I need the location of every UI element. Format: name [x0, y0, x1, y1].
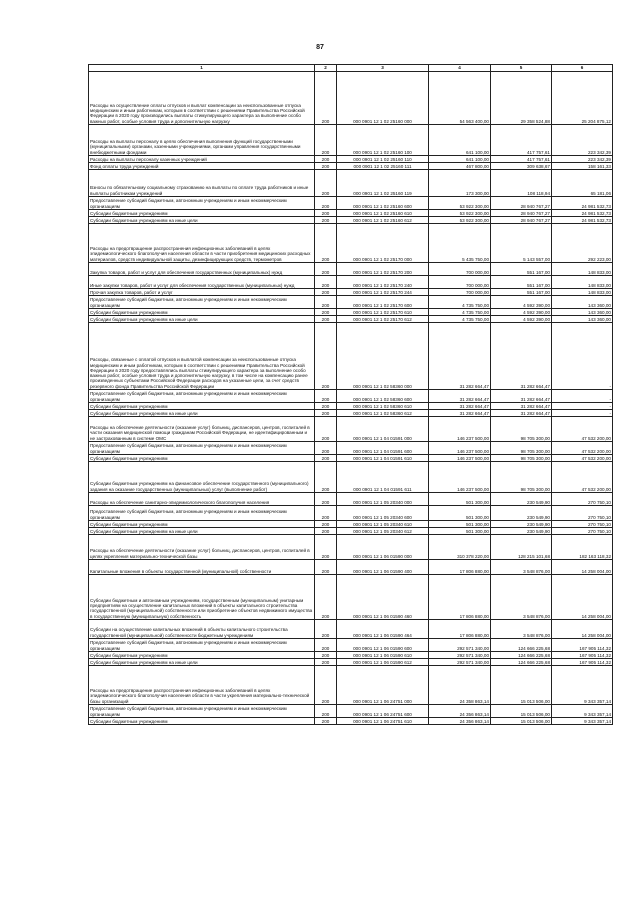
row-line-code: 200: [315, 455, 337, 462]
row-description: Расходы на осуществление оплаты отпусков и выплат компенсации за неиспользованные отпуска медицинским и иным работникам, которым в соответствии с решениями Правительства Российской Федерации в 2020 году производились выплаты стимулирующего характера за выполнение особо важных работ, особые условия труда и дополнительную нагрузку: [89, 72, 315, 125]
row-description: Закупка товаров, работ и услуг для обеспечения государственных (муниципальных) нужд: [89, 263, 315, 276]
row-budget-code: 000 0901 12 1 02 25160 000: [337, 72, 429, 125]
row-executed-amount: 28 940 767,27: [491, 197, 552, 210]
row-budget-code: 000 0901 12 1 04 01591 610: [337, 455, 429, 462]
row-budget-code: 000 0901 12 1 06 01590 400: [337, 560, 429, 575]
row-unexecuted-amount: -: [552, 390, 613, 403]
row-unexecuted-amount: 270 750,10: [552, 528, 613, 535]
table-row: [89, 652, 613, 659]
row-approved-amount: 310 378 220,00: [429, 535, 491, 560]
row-description: Субсидии бюджетным учреждениям: [89, 521, 315, 528]
row-executed-amount: 4 592 390,00: [491, 309, 552, 316]
row-budget-code: 000 0901 12 1 06 01590 610: [337, 652, 429, 659]
row-line-code: 200: [315, 197, 337, 210]
row-description: Расходы, связанные с оплатой отпусков и выплатой компенсации за неиспользованные отпуска медицинским и иным работникам, которым в соответствии с решениями Правительства Российской Федерации в 2020 году предоставлялись выплаты стимулирующего характера за выполнение особо важных работ, особые условия труда и дополнительную нагрузку, в том числе на компенсацию ранее произведенных субъектами Российской Федерации расходов на указанные цели, за счет средств резервного фонда Правительства Российской Федерации: [89, 323, 315, 390]
row-approved-amount: 17 806 880,00: [429, 620, 491, 639]
row-line-code: 200: [315, 210, 337, 217]
row-approved-amount: 501 300,00: [429, 528, 491, 535]
row-executed-amount: 230 549,90: [491, 521, 552, 528]
row-budget-code: 000 0901 12 1 04 01591 611: [337, 462, 429, 493]
row-description: Субсидии бюджетным учреждениям: [89, 652, 315, 659]
table-row: [89, 296, 613, 309]
row-description: Предоставление субсидий бюджетным, автономным учреждениям и иным некоммерческим организациям: [89, 506, 315, 521]
table-row: [89, 197, 613, 210]
row-approved-amount: 501 300,00: [429, 506, 491, 521]
row-line-code: 200: [315, 170, 337, 197]
row-description: Субсидии бюджетным учреждениям: [89, 309, 315, 316]
column-header: 4: [429, 65, 491, 72]
table-row: [89, 620, 613, 639]
row-approved-amount: 31 282 664,47: [429, 390, 491, 403]
budget-execution-table: [88, 64, 613, 725]
row-executed-amount: 230 549,90: [491, 506, 552, 521]
table-row: [89, 210, 613, 217]
row-budget-code: 000 0901 12 1 02 58360 610: [337, 403, 429, 410]
table-row: [89, 639, 613, 652]
row-approved-amount: 53 922 300,00: [429, 217, 491, 224]
row-unexecuted-amount: 9 343 357,14: [552, 705, 613, 718]
row-budget-code: 000 0901 12 1 04 01591 600: [337, 442, 429, 455]
row-line-code: 200: [315, 263, 337, 276]
row-description: Взносы по обязательному социальному страхованию на выплаты по оплате труда работников и иные выплаты работникам учреждений: [89, 170, 315, 197]
row-budget-code: 000 0901 12 1 05 20340 612: [337, 528, 429, 535]
row-budget-code: 000 0901 12 1 06 01590 600: [337, 639, 429, 652]
row-line-code: 200: [315, 493, 337, 506]
page-number: 87: [316, 44, 324, 51]
row-budget-code: 000 0901 12 1 02 25160 111: [337, 163, 429, 170]
row-budget-code: 000 0901 12 1 02 58360 600: [337, 390, 429, 403]
row-unexecuted-amount: 9 343 357,14: [552, 718, 613, 725]
table-row: [89, 163, 613, 170]
row-approved-amount: 146 237 500,00: [429, 462, 491, 493]
row-executed-amount: 3 548 876,00: [491, 560, 552, 575]
row-line-code: 200: [315, 410, 337, 417]
row-executed-amount: 551 167,00: [491, 276, 552, 289]
row-budget-code: 000 0901 12 1 02 25160 110: [337, 156, 429, 163]
row-line-code: 200: [315, 296, 337, 309]
table-row: [89, 289, 613, 296]
row-description: Расходы на обеспечение деятельности (оказание услуг) больниц, диспансеров, центров, госпиталей в целях укрепления материально-технической базы: [89, 535, 315, 560]
table-row: [89, 528, 613, 535]
row-unexecuted-amount: 143 360,00: [552, 316, 613, 323]
row-approved-amount: 146 237 500,00: [429, 442, 491, 455]
row-executed-amount: 98 705 300,00: [491, 417, 552, 442]
row-unexecuted-amount: -: [552, 403, 613, 410]
row-budget-code: 000 0901 12 1 02 25170 200: [337, 263, 429, 276]
row-approved-amount: 31 282 664,47: [429, 410, 491, 417]
row-executed-amount: 31 282 664,47: [491, 390, 552, 403]
row-approved-amount: 292 571 340,00: [429, 659, 491, 666]
row-unexecuted-amount: 167 905 114,32: [552, 639, 613, 652]
row-line-code: 200: [315, 528, 337, 535]
table-row: [89, 170, 613, 197]
row-executed-amount: 417 757,61: [491, 125, 552, 156]
row-executed-amount: 230 549,90: [491, 493, 552, 506]
row-executed-amount: 108 118,94: [491, 170, 552, 197]
row-executed-amount: 98 705 300,00: [491, 462, 552, 493]
row-line-code: 200: [315, 417, 337, 442]
row-budget-code: 000 0901 12 1 06 01590 460: [337, 575, 429, 620]
row-description: Расходы на предотвращение распространения инфекционных заболеваний в целях эпидемиологического благополучия населения области в части приобретения медицинских расходных материалов, средств индивидуальной защиты, дезинфицирующих средств, термометров: [89, 224, 315, 263]
row-unexecuted-amount: 47 532 200,00: [552, 462, 613, 493]
table-row: [89, 316, 613, 323]
row-line-code: 200: [315, 323, 337, 390]
row-executed-amount: 551 167,00: [491, 263, 552, 276]
row-description: Расходы на выплаты персоналу казенных учреждений: [89, 156, 315, 163]
table-row: [89, 718, 613, 725]
row-budget-code: 000 0901 12 1 05 20340 600: [337, 506, 429, 521]
table-row: [89, 390, 613, 403]
row-line-code: 200: [315, 72, 337, 125]
row-budget-code: 000 0901 12 1 05 20340 610: [337, 521, 429, 528]
row-executed-amount: 29 358 524,88: [491, 72, 552, 125]
row-executed-amount: 15 013 506,00: [491, 705, 552, 718]
table-row: [89, 224, 613, 263]
row-executed-amount: 98 705 300,00: [491, 455, 552, 462]
row-description: Предоставление субсидий бюджетным, автономным учреждениям и иным некоммерческим организациям: [89, 705, 315, 718]
row-line-code: 200: [315, 705, 337, 718]
row-line-code: 200: [315, 217, 337, 224]
row-unexecuted-amount: 14 258 004,00: [552, 575, 613, 620]
table-row: [89, 403, 613, 410]
row-executed-amount: 31 282 664,47: [491, 403, 552, 410]
row-budget-code: 000 0901 12 1 05 20340 000: [337, 493, 429, 506]
row-line-code: 200: [315, 639, 337, 652]
row-line-code: 200: [315, 718, 337, 725]
table-body: [89, 72, 613, 725]
table-row: [89, 659, 613, 666]
row-unexecuted-amount: 14 258 004,00: [552, 560, 613, 575]
row-description: Субсидии бюджетным учреждениям на иные цели: [89, 316, 315, 323]
table-row: [89, 506, 613, 521]
row-line-code: 200: [315, 659, 337, 666]
row-unexecuted-amount: 270 750,10: [552, 506, 613, 521]
column-header: 2: [315, 65, 337, 72]
row-executed-amount: 28 940 767,27: [491, 217, 552, 224]
row-approved-amount: 467 800,00: [429, 163, 491, 170]
row-line-code: 200: [315, 620, 337, 639]
row-approved-amount: 146 237 500,00: [429, 455, 491, 462]
row-description: Расходы на выплаты персоналу в целях обеспечения выполнения функций государственными (муниципальными) органами, казенными учреждениями, органами управления государственными внебюджетными фондами: [89, 125, 315, 156]
row-executed-amount: 5 143 557,00: [491, 224, 552, 263]
table-row: [89, 217, 613, 224]
table-row: [89, 575, 613, 620]
row-line-code: 200: [315, 309, 337, 316]
row-line-code: 200: [315, 535, 337, 560]
row-executed-amount: 417 757,61: [491, 156, 552, 163]
row-approved-amount: 31 282 664,47: [429, 403, 491, 410]
table-row: [89, 410, 613, 417]
table-row: [89, 462, 613, 493]
table-header-row: [89, 65, 613, 72]
row-description: Субсидии на осуществление капитальных вложений в объекты капитального строительства государственной (муниципальной) собственности бюджетным учреждениям: [89, 620, 315, 639]
row-budget-code: 000 0901 12 1 02 25170 000: [337, 224, 429, 263]
row-unexecuted-amount: 47 532 200,00: [552, 442, 613, 455]
row-approved-amount: 501 300,00: [429, 493, 491, 506]
row-approved-amount: 641 100,00: [429, 156, 491, 163]
row-unexecuted-amount: 148 833,00: [552, 276, 613, 289]
table-row: [89, 263, 613, 276]
table-row: [89, 323, 613, 390]
row-budget-code: 000 0901 12 1 06 01590 612: [337, 659, 429, 666]
row-unexecuted-amount: 24 981 532,73: [552, 210, 613, 217]
row-budget-code: 000 0901 12 1 02 25160 600: [337, 197, 429, 210]
row-description: Предоставление субсидий бюджетным, автономным учреждениям и иным некоммерческим организациям: [89, 639, 315, 652]
row-line-code: 200: [315, 575, 337, 620]
row-unexecuted-amount: 25 204 875,12: [552, 72, 613, 125]
row-approved-amount: 4 735 750,00: [429, 296, 491, 309]
table-row: [89, 125, 613, 156]
table-row: [89, 666, 613, 705]
table-row: [89, 493, 613, 506]
row-unexecuted-amount: 143 360,00: [552, 296, 613, 309]
row-budget-code: 000 0901 12 1 06 24751 000: [337, 666, 429, 705]
row-line-code: 200: [315, 156, 337, 163]
row-unexecuted-amount: 14 258 004,00: [552, 620, 613, 639]
row-budget-code: 000 0901 12 1 06 01590 464: [337, 620, 429, 639]
row-unexecuted-amount: 148 833,00: [552, 289, 613, 296]
table-row: [89, 705, 613, 718]
row-unexecuted-amount: 24 981 532,73: [552, 217, 613, 224]
row-approved-amount: 53 922 300,00: [429, 197, 491, 210]
row-unexecuted-amount: 47 532 200,00: [552, 417, 613, 442]
row-description: Расходы на предотвращение распространения инфекционных заболеваний в целях эпидемиологического благополучия населения области в части укрепления материально-технической базы организаций: [89, 666, 315, 705]
table-row: [89, 560, 613, 575]
row-executed-amount: 15 013 506,00: [491, 666, 552, 705]
row-approved-amount: 146 237 500,00: [429, 417, 491, 442]
row-line-code: 200: [315, 442, 337, 455]
row-unexecuted-amount: 167 905 114,32: [552, 652, 613, 659]
row-approved-amount: 31 282 664,47: [429, 323, 491, 390]
table-row: [89, 417, 613, 442]
table-row: [89, 455, 613, 462]
row-executed-amount: 124 666 225,68: [491, 659, 552, 666]
row-description: Предоставление субсидий бюджетным, автономным учреждениям и иным некоммерческим организациям: [89, 442, 315, 455]
row-approved-amount: 641 100,00: [429, 125, 491, 156]
row-line-code: 200: [315, 521, 337, 528]
row-description: Капитальные вложения в объекты государственной (муниципальной) собственности: [89, 560, 315, 575]
table-row: [89, 442, 613, 455]
row-approved-amount: 700 000,00: [429, 263, 491, 276]
row-executed-amount: 551 167,00: [491, 289, 552, 296]
row-budget-code: 000 0901 12 1 06 24751 610: [337, 718, 429, 725]
row-line-code: 200: [315, 652, 337, 659]
row-line-code: 200: [315, 506, 337, 521]
row-line-code: 200: [315, 462, 337, 493]
row-budget-code: 000 0901 12 1 02 25170 600: [337, 296, 429, 309]
row-unexecuted-amount: 65 181,06: [552, 170, 613, 197]
row-line-code: 200: [315, 276, 337, 289]
row-approved-amount: 700 000,00: [429, 289, 491, 296]
row-executed-amount: 309 638,67: [491, 163, 552, 170]
row-description: Субсидии бюджетным учреждениям на иные цели: [89, 410, 315, 417]
row-budget-code: 000 0901 12 1 02 25160 100: [337, 125, 429, 156]
row-budget-code: 000 0901 12 1 02 25170 240: [337, 276, 429, 289]
row-line-code: 200: [315, 224, 337, 263]
row-approved-amount: 173 300,00: [429, 170, 491, 197]
row-description: Субсидии бюджетным учреждениям на финансовое обеспечение государственного (муниципального) задания на оказание государственных (муниципальных) услуг (выполнение работ): [89, 462, 315, 493]
row-budget-code: 000 0901 12 1 02 25170 610: [337, 309, 429, 316]
row-line-code: 200: [315, 403, 337, 410]
row-description: Субсидии бюджетным учреждениям на иные цели: [89, 528, 315, 535]
row-executed-amount: 28 940 767,27: [491, 210, 552, 217]
row-budget-code: 000 0901 12 1 06 01590 000: [337, 535, 429, 560]
row-description: Фонд оплаты труда учреждений: [89, 163, 315, 170]
row-approved-amount: 501 300,00: [429, 521, 491, 528]
row-executed-amount: 230 549,90: [491, 528, 552, 535]
row-unexecuted-amount: 9 343 357,14: [552, 666, 613, 705]
row-approved-amount: 53 922 300,00: [429, 210, 491, 217]
row-description: Субсидии бюджетным учреждениям на иные цели: [89, 659, 315, 666]
row-description: Предоставление субсидий бюджетным, автономным учреждениям и иным некоммерческим организациям: [89, 390, 315, 403]
row-executed-amount: 31 282 664,47: [491, 323, 552, 390]
row-description: Субсидии бюджетным учреждениям на иные цели: [89, 217, 315, 224]
table-row: [89, 72, 613, 125]
table-row: [89, 535, 613, 560]
row-line-code: 200: [315, 390, 337, 403]
row-unexecuted-amount: 182 163 118,32: [552, 535, 613, 560]
row-description: Субсидии бюджетным учреждениям: [89, 718, 315, 725]
row-unexecuted-amount: 223 342,39: [552, 125, 613, 156]
column-header: 3: [337, 65, 429, 72]
row-line-code: 200: [315, 560, 337, 575]
row-description: Субсидии бюджетным учреждениям: [89, 455, 315, 462]
row-budget-code: 000 0901 12 1 02 25160 119: [337, 170, 429, 197]
row-description: Иные закупки товаров, работ и услуг для обеспечения государственных (муниципальных) нужд: [89, 276, 315, 289]
row-description: Предоставление субсидий бюджетным, автономным учреждениям и иным некоммерческим организациям: [89, 296, 315, 309]
row-description: Расходы на обеспечение санитарно-эпидемиологического благополучия населения: [89, 493, 315, 506]
row-budget-code: 000 0901 12 1 04 01591 000: [337, 417, 429, 442]
row-approved-amount: 24 358 863,14: [429, 666, 491, 705]
row-executed-amount: 128 215 101,68: [491, 535, 552, 560]
row-unexecuted-amount: 167 905 114,32: [552, 659, 613, 666]
row-approved-amount: 4 735 750,00: [429, 309, 491, 316]
column-header: 6: [552, 65, 613, 72]
row-approved-amount: 5 435 750,00: [429, 224, 491, 263]
row-description: Субсидии бюджетным учреждениям: [89, 210, 315, 217]
row-budget-code: 000 0901 12 1 02 58360 612: [337, 410, 429, 417]
row-approved-amount: 4 735 750,00: [429, 316, 491, 323]
table-row: [89, 276, 613, 289]
row-unexecuted-amount: 158 161,33: [552, 163, 613, 170]
row-budget-code: 000 0901 12 1 02 25170 612: [337, 316, 429, 323]
row-line-code: 200: [315, 163, 337, 170]
row-description: Прочая закупка товаров, работ и услуг: [89, 289, 315, 296]
row-line-code: 200: [315, 289, 337, 296]
row-unexecuted-amount: 143 360,00: [552, 309, 613, 316]
table-row: [89, 309, 613, 316]
row-description: Субсидии бюджетным учреждениям: [89, 403, 315, 410]
row-executed-amount: 4 592 390,00: [491, 296, 552, 309]
row-unexecuted-amount: 292 223,00: [552, 224, 613, 263]
row-approved-amount: 700 000,00: [429, 276, 491, 289]
row-approved-amount: 24 356 863,14: [429, 705, 491, 718]
row-approved-amount: 17 806 880,00: [429, 560, 491, 575]
row-description: Предоставление субсидий бюджетным, автономным учреждениям и иным некоммерческим организациям: [89, 197, 315, 210]
table-row: [89, 521, 613, 528]
row-unexecuted-amount: -: [552, 410, 613, 417]
row-budget-code: 000 0901 12 1 02 25160 612: [337, 217, 429, 224]
row-approved-amount: 54 563 400,00: [429, 72, 491, 125]
row-unexecuted-amount: 270 750,10: [552, 493, 613, 506]
table-row: [89, 156, 613, 163]
row-executed-amount: 3 548 876,00: [491, 620, 552, 639]
row-unexecuted-amount: 47 532 200,00: [552, 455, 613, 462]
row-line-code: 200: [315, 125, 337, 156]
row-executed-amount: 98 705 300,00: [491, 442, 552, 455]
row-approved-amount: 292 571 340,00: [429, 639, 491, 652]
row-unexecuted-amount: 24 981 532,73: [552, 197, 613, 210]
row-approved-amount: 17 806 880,00: [429, 575, 491, 620]
row-unexecuted-amount: 148 833,00: [552, 263, 613, 276]
row-executed-amount: 4 592 390,00: [491, 316, 552, 323]
row-executed-amount: 3 548 876,00: [491, 575, 552, 620]
row-budget-code: 000 0901 12 1 06 24751 600: [337, 705, 429, 718]
row-executed-amount: 31 282 664,47: [491, 410, 552, 417]
row-executed-amount: 124 666 225,68: [491, 639, 552, 652]
row-unexecuted-amount: 270 750,10: [552, 521, 613, 528]
row-budget-code: 000 0901 12 1 02 25160 610: [337, 210, 429, 217]
row-budget-code: 000 0901 12 1 02 58360 000: [337, 323, 429, 390]
row-description: Расходы на обеспечение деятельности (оказание услуг) больниц, диспансеров, центров, госпиталей в части оказания медицинской помощи гражданам Российской Федерации, не идентифицированным и не застрахованным в системе ОМС: [89, 417, 315, 442]
row-line-code: 200: [315, 316, 337, 323]
column-header: 5: [491, 65, 552, 72]
row-approved-amount: 292 571 340,00: [429, 652, 491, 659]
row-unexecuted-amount: 223 342,39: [552, 156, 613, 163]
row-budget-code: 000 0901 12 1 02 25170 244: [337, 289, 429, 296]
row-description: Субсидии бюджетным и автономным учреждениям, государственным (муниципальным) унитарным предприятиям на осуществление капитальных вложений в объекты капитального строительства государственной (муниципальной) собственности или приобретение объектов недвижимого имущества в государственную (муниципальную) собственность: [89, 575, 315, 620]
row-executed-amount: 15 013 506,00: [491, 718, 552, 725]
row-executed-amount: 124 666 225,68: [491, 652, 552, 659]
row-unexecuted-amount: -: [552, 323, 613, 390]
row-line-code: 200: [315, 666, 337, 705]
row-approved-amount: 24 356 863,14: [429, 718, 491, 725]
column-header: 1: [89, 65, 315, 72]
